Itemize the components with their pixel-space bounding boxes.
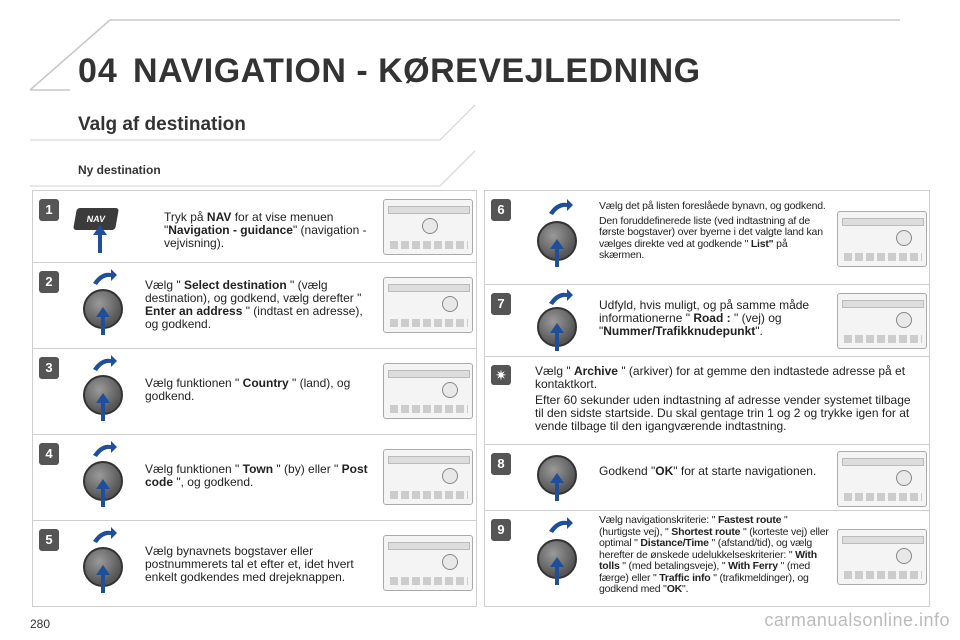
rotate-arrow-icon [91,269,117,285]
arrow-up-icon [550,323,564,351]
step-text: Tryk på NAV for at vise menuen "Navigation - guidance" (navigation - vejvisning). [164,210,367,250]
arrow-up-icon [550,239,564,267]
tip-text: Vælg " Archive " (arkiver) for at gemme den indtastede adresse på et kontaktkort. Efter 60 sekunder uden indtastning af adresse vender systemet tilbage til den sidste startside. Du skal gentage trin 1 og 2 og trykke igen for at vende tilbage til den igangværende indtastning. [535,364,911,433]
step-5 [33,521,476,607]
step-number: 4 [39,443,59,465]
arrow-up-icon [96,479,110,507]
nav-button-icon: NAV [73,208,119,230]
step-number: 6 [491,199,511,221]
page-number: 280 [30,617,51,631]
watermark: carmanualsonline.info [764,610,950,630]
step-8 [485,445,929,511]
rotate-arrow-icon [91,527,117,543]
step-6 [485,191,929,285]
radio-unit-image [383,277,473,333]
radio-unit-image [383,449,473,505]
step-7 [485,285,929,357]
step-2 [33,263,476,349]
step-4 [33,435,476,521]
radio-unit-image [837,293,927,349]
step-text: Udfyld, hvis muligt, og på samme måde informationerne " Road : " (vej) og "Nummer/Trafikknudepunkt". [599,298,810,338]
tip-icon: ✷ [491,365,511,385]
section-title: Valg af destination [78,114,246,135]
chapter-title: NAVIGATION - KØREVEJLEDNING [133,52,701,90]
radio-unit-image [383,363,473,419]
arrow-up-icon [96,307,110,335]
step-text: Vælg " Select destination " (vælg destination), og godkend, vælg derefter " Enter an address " (indtast en adresse), og godkend. [145,278,363,331]
step-text: Godkend "OK" for at starte navigationen. [599,464,817,478]
step-text: Vælg bynavnets bogstaver eller postnummerets tal et efter et, idet hvert enkelt godkendes med drejeknappen. [145,544,354,584]
step-number: 3 [39,357,59,379]
step-3 [33,349,476,435]
step-text: Vælg det på listen foreslåede bynavn, og godkend. Den foruddefinerede liste (ved indtastning af de første bogstaver) over byerne i det valgte land kan vælges direkte ved at godkende " List" på skærmen. [599,200,826,261]
step-number: 5 [39,529,59,551]
step-text: Vælg navigationskriterie: " Fastest route " (hurtigste vej), " Shortest route " (korteste vej) eller optimal " Distance/Time " (afstand/tid), og vælg herefter de ønskede udelukkelseskriterier: " With tolls " (med betalingsveje), " With Ferry " (med færge) eller " Traffic info " (trafikmeldinger), og godkend med "OK". [599,514,829,595]
step-number: 9 [491,519,511,541]
step-number: 2 [39,271,59,293]
subsection-title: Ny destination [78,163,161,177]
right-steps-panel [484,190,930,607]
rotate-arrow-icon [91,355,117,371]
left-steps-panel [32,190,477,607]
page-header [0,0,960,100]
rotate-arrow-icon [91,441,117,457]
step-number: 8 [491,453,511,475]
rotate-arrow-icon [547,199,573,215]
arrow-up-icon [96,393,110,421]
step-number: 7 [491,293,511,315]
radio-unit-image [837,451,927,507]
step-number: 1 [39,199,59,221]
arrow-up-icon [93,225,107,253]
radio-unit-image [837,529,927,585]
rotate-arrow-icon [547,517,573,533]
step-text: Vælg funktionen " Country " (land), og godkend. [145,376,351,403]
chapter-number: 04 [78,52,118,90]
radio-unit-image [383,199,473,255]
radio-unit-image [837,211,927,267]
arrow-up-icon [550,557,564,585]
step-text: Vælg funktionen " Town " (by) eller " Post code ", og godkend. [145,462,368,489]
tip-box [485,357,929,445]
step-1 [33,191,476,263]
arrow-up-icon [550,473,564,501]
arrow-up-icon [96,565,110,593]
radio-unit-image [383,535,473,591]
rotate-arrow-icon [547,289,573,305]
step-9 [485,511,929,607]
